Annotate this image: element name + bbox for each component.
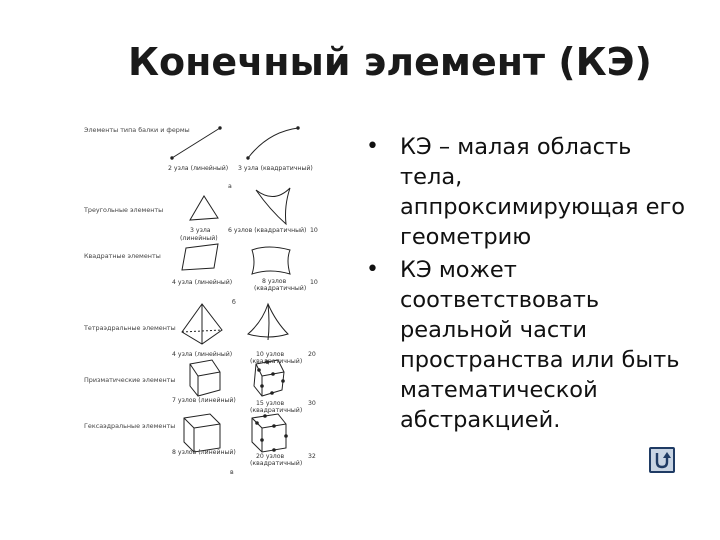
finite-element-types-figure [78, 118, 328, 480]
bullet-marker: • [366, 134, 379, 159]
subfigure-letter: а [228, 183, 232, 190]
bullet-marker: • [366, 257, 379, 282]
row-label-hex: Гексаэдральные элементы [84, 422, 176, 430]
caption-quad-quadratic-2: (квадратичный) [254, 285, 307, 292]
caption-quad-quadratic: 8 узлов [262, 278, 287, 285]
row-label-quad: Квадратные элементы [84, 252, 161, 260]
triangle-quadratic-shape [256, 188, 290, 224]
prism-quadratic-shape [254, 360, 284, 396]
slide-title: Конечный элемент (КЭ) [128, 40, 652, 84]
triangle-linear-shape [190, 196, 218, 220]
row-label-prism: Призматические элементы [84, 376, 176, 384]
bullet-item [366, 132, 696, 252]
caption-tri-linear: 3 узла [190, 227, 211, 234]
side-number: 20 [308, 351, 316, 358]
caption-tri-linear-2: (линейный) [180, 235, 218, 242]
side-number: 30 [308, 400, 316, 407]
caption-beam-linear: 2 узла (линейный) [168, 165, 229, 172]
caption-tri-quadratic: 6 узлов (квадратичный) [228, 227, 307, 234]
bullet-list [366, 132, 696, 435]
caption-hex-linear: 8 узлов (линейный) [172, 449, 236, 456]
return-arrow-icon [651, 449, 673, 471]
hex-linear-shape [184, 414, 220, 452]
finite-element-diagram [78, 118, 328, 480]
bullet-text: КЭ может соответствовать реальной части пространства или быть математической абстракцией. [400, 257, 680, 433]
caption-hex-quadratic-2: (квадратичный) [250, 460, 303, 467]
bullet-text: КЭ – малая область тела, аппроксимирующая его геометрию [400, 134, 686, 250]
side-number: 32 [308, 453, 316, 460]
prism-linear-shape [190, 360, 220, 396]
caption-tet-linear: 4 узла (линейный) [172, 351, 233, 358]
caption-prism-quadratic: 15 узлов [256, 400, 285, 407]
return-button[interactable] [649, 447, 675, 473]
subfigure-letter: в [230, 469, 234, 476]
subfigure-letter: б [232, 299, 236, 306]
quad-quadratic-shape [252, 247, 290, 274]
caption-tet-quadratic: 10 узлов [256, 351, 285, 358]
side-number: 10 [310, 279, 318, 286]
hex-quadratic-shape [252, 414, 286, 452]
caption-prism-linear: 7 узлов (линейный) [172, 397, 236, 404]
caption-quad-linear: 4 узла (линейный) [172, 279, 233, 286]
caption-hex-quadratic: 20 узлов [256, 453, 285, 460]
caption-prism-quadratic-2: (квадратичный) [250, 407, 303, 414]
beam-quadratic-shape [248, 128, 298, 158]
row-label-tetra: Тетраэдральные элементы [84, 324, 176, 332]
side-number: 10 [310, 227, 318, 234]
caption-beam-quadratic: 3 узла (квадратичный) [238, 165, 313, 172]
caption-tet-quadratic-2: (квадратичный) [250, 358, 303, 365]
quad-linear-shape [182, 244, 218, 270]
row-label-triangle: Треугольные элементы [84, 206, 164, 214]
bullet-item [366, 255, 696, 435]
row-label-beam: Элементы типа балки и фермы [84, 126, 190, 134]
